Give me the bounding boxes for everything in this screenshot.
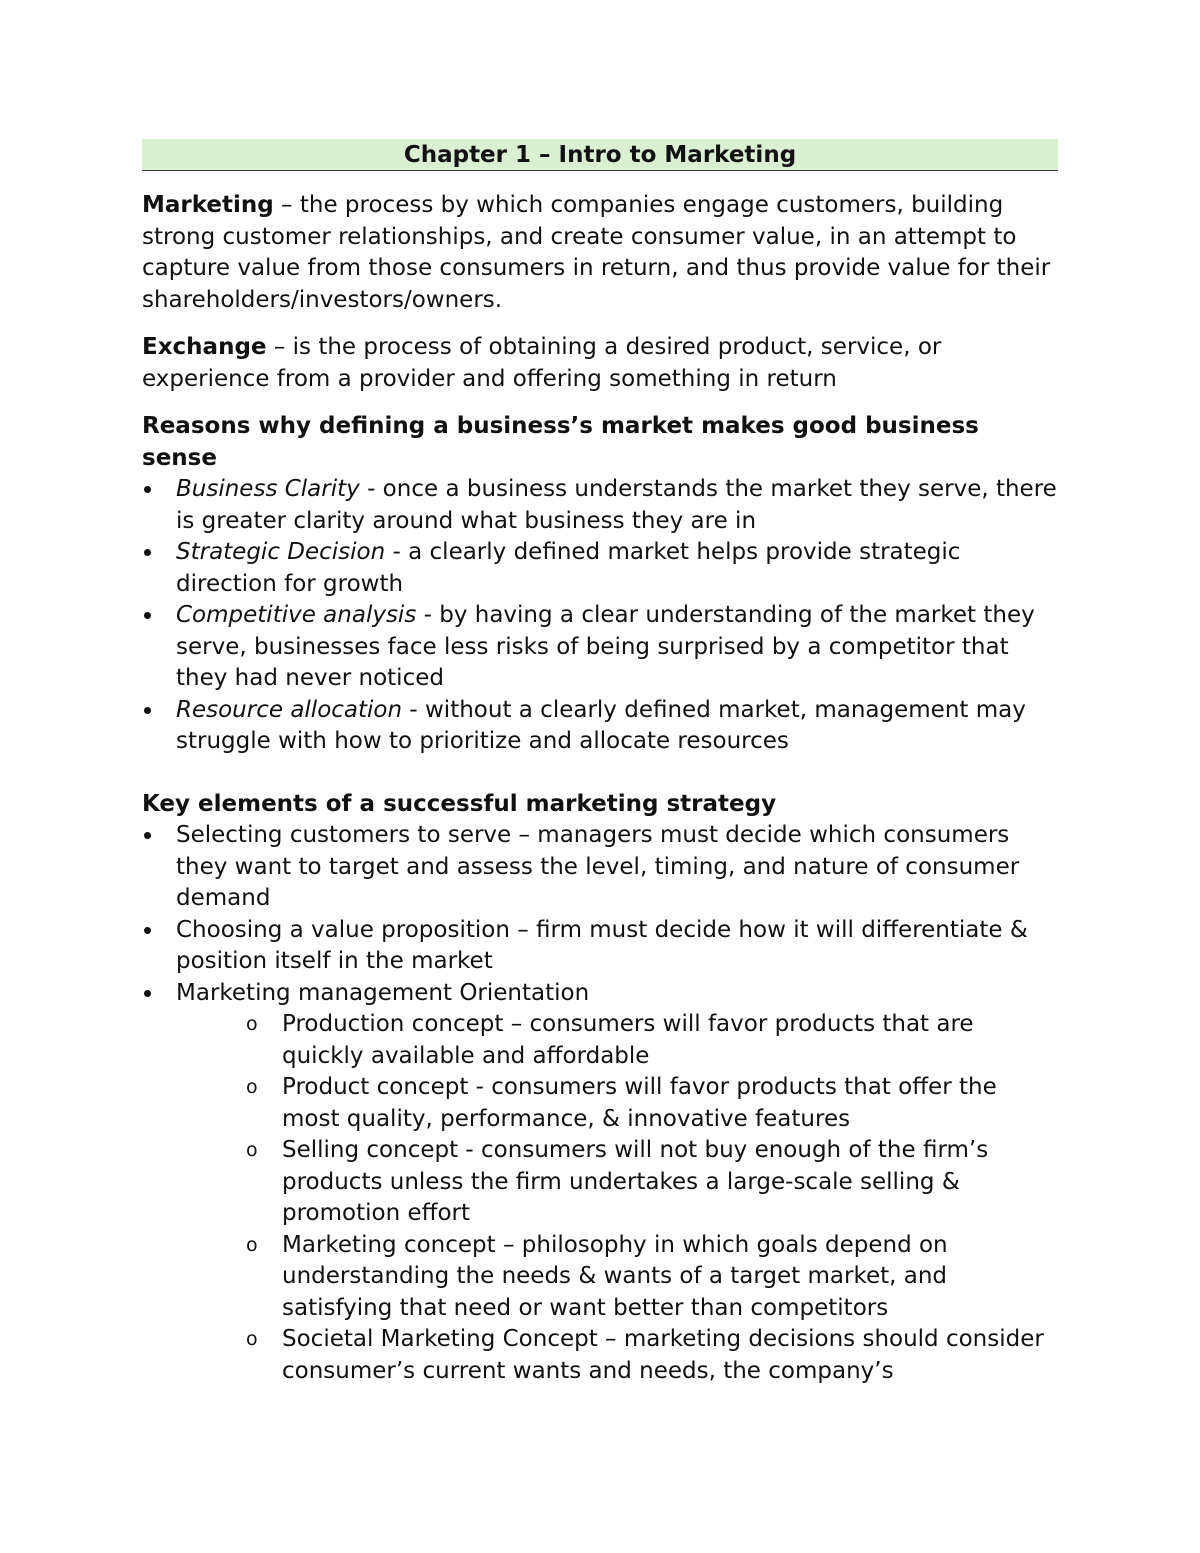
reasons-heading: Reasons why defining a business’s market makes good business sense (142, 413, 979, 471)
list-item (142, 695, 1058, 758)
reason-text: - once a business understands the market they serve, there is greater clarity around what business they are in (176, 476, 1057, 534)
list-item-text: Marketing management Orientation (176, 979, 590, 1006)
sub-item-text: Product concept - consumers will favor products that offer the most quality, performance, & innovative features (282, 1074, 997, 1132)
circle-bullet-icon: o (246, 1233, 258, 1256)
sub-list-item (246, 1324, 1058, 1387)
circle-bullet-icon: o (246, 1328, 258, 1350)
sub-list-item (246, 1072, 1058, 1135)
list-item (142, 978, 1058, 1010)
reason-text: - a clearly defined market helps provide strategic direction for growth (176, 539, 961, 597)
reason-term: Competitive analysis (176, 602, 417, 628)
list-item: Choosing a value proposition – firm must decide how it will differentiate & position itself in the market (142, 915, 1058, 978)
list-item (142, 537, 1058, 600)
list-item (142, 600, 1058, 695)
sub-item-text: Marketing concept – philosophy in which goals depend on understanding the needs & wants of a target market, and satisfying that need or want better than competitors (282, 1231, 948, 1321)
definition-exchange (142, 332, 1058, 395)
key-elements-list (142, 820, 1058, 1009)
orientation-sublist (142, 1009, 1058, 1387)
sub-list-item (246, 1230, 1058, 1325)
reason-term: Resource allocation (176, 696, 403, 723)
circle-bullet-icon: o (246, 1076, 258, 1098)
definition-term: Exchange (142, 334, 267, 360)
sub-item-text: Selling concept - consumers will not buy enough of the firm’s products unless the firm undertakes a large-scale selling & promotion effort (282, 1137, 989, 1226)
definition-marketing (142, 190, 1058, 316)
definition-text: – the process by which companies engage customers, building strong customer relationships, and create consumer value, in an attempt to capture value from those consumers in return, and thus provide value for their shareholders/investors/owners. (142, 192, 1051, 313)
spacer (142, 758, 1058, 789)
document-page (142, 139, 1058, 1387)
reason-text: - by having a clear understanding of the market they serve, businesses face less risks of being surprised by a competitor that they had never noticed (176, 602, 1035, 691)
circle-bullet-icon: o (246, 1013, 258, 1035)
reason-text: - without a clearly defined market, management may struggle with how to prioritize and allocate resources (176, 696, 1026, 754)
definition-text: – is the process of obtaining a desired product, service, or experience from a provider and offering something in return (142, 334, 942, 392)
sub-list-item (246, 1135, 1058, 1230)
reasons-list (142, 474, 1058, 758)
sub-item-text: Production concept – consumers will favor products that are quickly available and affordable (282, 1011, 974, 1069)
definition-term: Marketing (142, 192, 274, 218)
chapter-title: Chapter 1 – Intro to Marketing (142, 139, 1058, 171)
sub-list-item (246, 1009, 1058, 1072)
list-item (142, 474, 1058, 537)
sub-item-text: Societal Marketing Concept – marketing decisions should consider consumer’s current wants and needs, the company’s (282, 1326, 1044, 1384)
key-elements-heading: Key elements of a successful marketing strategy (142, 790, 777, 817)
reason-term: Business Clarity (176, 476, 360, 502)
circle-bullet-icon: o (246, 1139, 258, 1161)
list-item: Selecting customers to serve – managers must decide which consumers they want to target and assess the level, timing, and nature of consumer demand (142, 820, 1058, 915)
reason-term: Strategic Decision (176, 539, 386, 565)
